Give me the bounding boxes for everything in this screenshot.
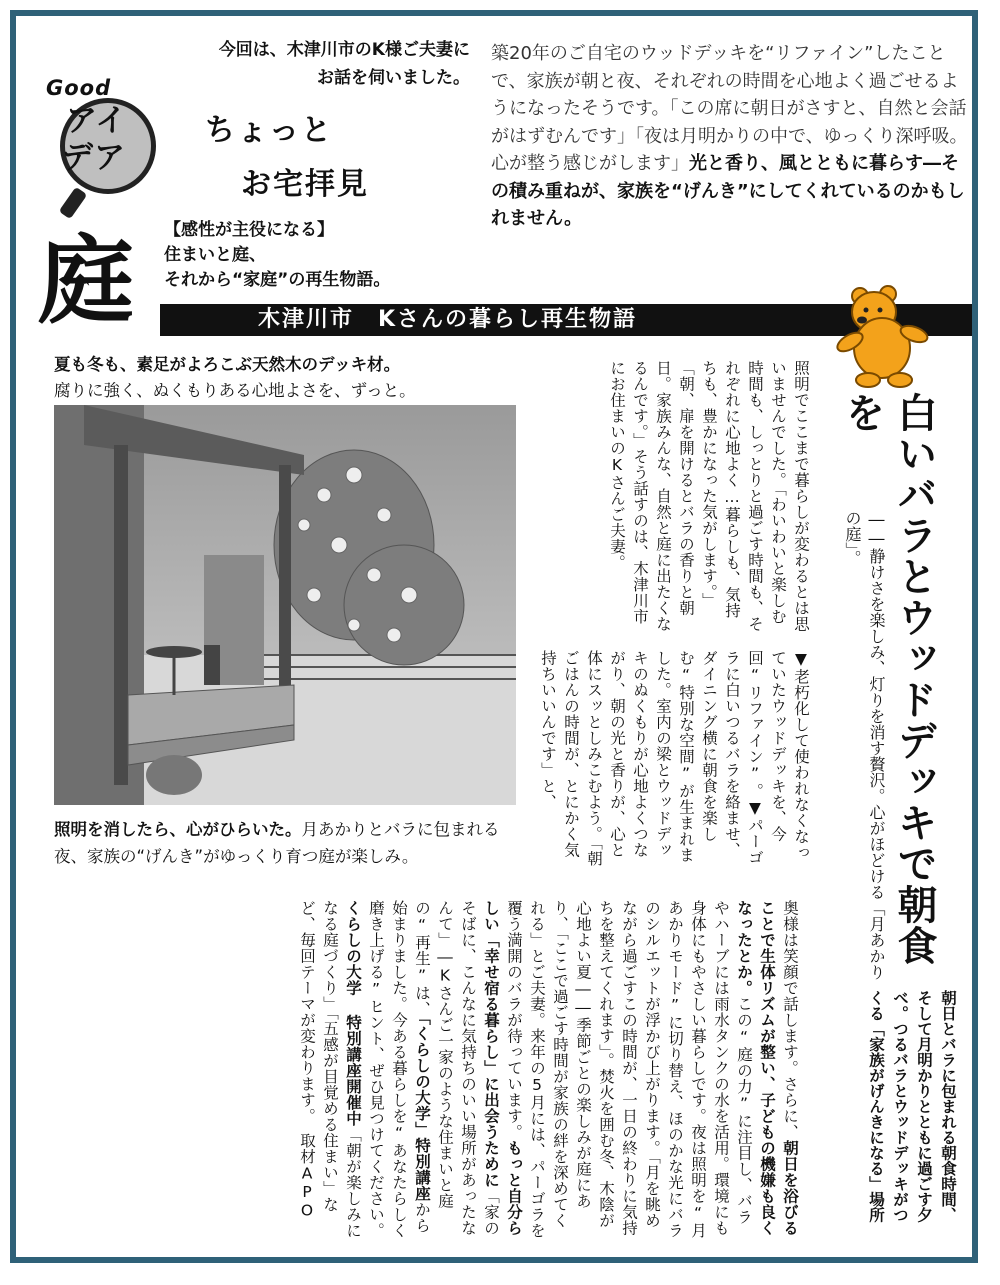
col3-bold: くらしの大学 特別講座開催中 <box>344 900 362 1127</box>
big-kanji-garden: 庭 <box>38 224 134 337</box>
intro-line: 今回は、木津川市のK様ご夫妻に <box>218 40 470 60</box>
col3-plain: 「家のそばに、こんなに気持ちのいい場所があったなんて」―Kさんご一家のような住まいと庭の“再生”は、 <box>413 900 500 1236</box>
caption-bottom-bold: 照明を消したら、心がひらいた。 <box>54 820 302 839</box>
col3-plain: この“庭の力”に注目し、バラやハーブには雨水タンクの水を活用。環境にも身体にもやさしい暮らしです。夜は照明を“月あかりモード”に切り替え、ほのかな光にバラのシルエットが浮かび上がります。「月を眺めながら過ごすこの時間が、一日の終わりに気持ちを整えてくれます」。焚火を囲む冬、木陰が心地よい夏――季節ごとの楽しみが庭にあり、「ここで過ごす時間が家族の絆を深めてくれる」とご夫妻。来年の5月には、パーゴラを覆う満開のバラが待っています。 <box>505 900 753 1239</box>
title-line2: お宅拝見 <box>241 167 369 202</box>
subtitle-block <box>164 218 390 293</box>
badge-text-line1: アイ <box>66 103 128 139</box>
col3-plain: から始まりました。今ある暮らしを“あなたらしく磨き上げる”ヒント、ぜひ見つけてください。 <box>367 900 431 1239</box>
body-column-1: 照明でここまで暮らしが変わるとは思いませんでした。「わいわいと楽しむ時間も、しっとりと過ごす時間も、それぞれに心地よく…暮らしも、気持ちも、豊かになった気がします。」「朝、扉を開けるとバラの香りと朝日。家族みんな、自然と庭に出たくなるんです。」そう話すのは、木津川市にお住まいのKさんご夫妻。 <box>608 360 810 632</box>
badge-text-line2: デア <box>62 140 126 176</box>
good-label: Good <box>46 76 112 100</box>
caption-top-bold: 夏も冬も、素足がよろこぶ天然木のデッキ材。 <box>54 355 401 374</box>
caption-top-plain: 腐りに強く、ぬくもりある心地よさを、ずっと。 <box>54 381 416 400</box>
col3-bold: 朝日を浴びることで生体リズムが整い、子どもの機嫌も良くなったとか。 <box>735 900 799 1236</box>
column-caption: 朝日とバラに包まれる朝食時間、そして月明かりとともに過ごす夕べ。つるバラとウッドデッキがつくる「家族がげんきになる」場所 <box>867 990 957 1223</box>
body-column-3 <box>95 900 801 1240</box>
col3-plain: 奥様は笑顔で話します。さらに、 <box>781 900 799 1140</box>
col3-bold: もっと自分らしい「幸せ宿る暮らし」に出会うために <box>482 900 523 1236</box>
photo-caption-top <box>54 352 524 404</box>
subtitle-line: 住まいと庭、 <box>164 245 266 265</box>
intro-line: お話を伺いました。 <box>317 68 470 88</box>
subtitle-line: それから“家庭”の再生物語。 <box>164 270 391 290</box>
intro-text <box>150 36 470 92</box>
col3-bold: 「くらしの大学」特別講座 <box>413 1017 431 1202</box>
vertical-headline: 白いバラとウッドデッキで朝食を <box>839 392 937 966</box>
vertical-subheadline: ――静けさを楽しみ、灯りを消す贅沢。心がほどける「月あかりの庭」。 <box>843 510 886 980</box>
title-line1: ちょっと <box>205 113 333 148</box>
story-plain: 築20年のご自宅のウッドデッキを“リファイン”したことで、家族が朝と夜、それぞれの時間を心地よく過ごせるようになったそうです。「この席に朝日がさすと、自然と会話がはずむんです」「夜は月明かりの中で、ゆっくり深呼吸。心が整う感じがします」 <box>491 43 968 174</box>
body-column-2: ▼老朽化して使われなくなっていたウッドデッキを、今回“リファイン”。▼パーゴラに白いつるバラを絡ませ、ダイニング横に朝食を楽しむ“特別な空間”が生まれました。室内の梁とウッドデッキのぬくもりが心地よくつながり、朝の光と香りが、心と体にスッとしみこむよう。「朝ごはんの時間が、とにかく気持ちいいんです」と、 <box>539 650 810 867</box>
caption-bottom-plain: 月あかりとバラに包まれる夜、家族の“げんき”がゆっくり育つ庭が楽しみ。 <box>54 820 500 866</box>
photo-caption-bottom <box>54 816 524 870</box>
bear-mascot-icon <box>822 282 942 392</box>
story-paragraph <box>491 40 969 233</box>
band-title: 木津川市 Kさんの暮らし再生物語 <box>258 307 638 332</box>
story-bold: 光と香り、風とともに暮らす―その積み重ねが、家族を“げんき”にしてくれているのかもしれません。 <box>491 153 965 229</box>
subtitle-line: 【感性が主役になる】 <box>164 220 334 240</box>
col3-plain: 「朝が楽しみになる庭づくり」「五感が目覚める住まい」など、毎回テーマが変わります。 取材APO <box>298 900 362 1239</box>
garden-deck-illustration <box>54 405 516 805</box>
